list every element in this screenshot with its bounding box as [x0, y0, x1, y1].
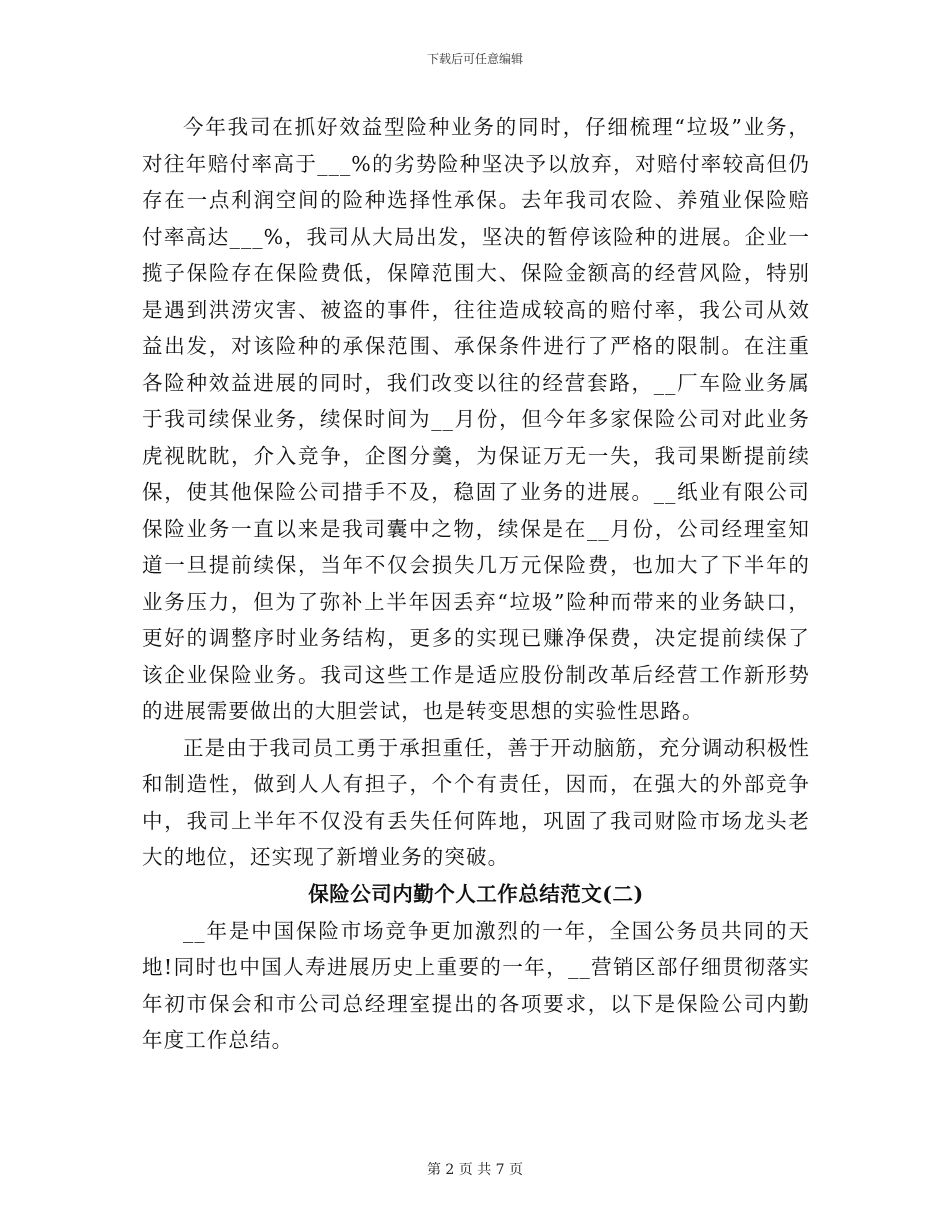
section-title: 保险公司内勤个人工作总结范文(二) [308, 881, 644, 906]
paragraph-3: __年是中国保险市场竞争更加激烈的一年，全国公务员共同的天地!同时也中国人寿进展历史上重要的一年，__营销区部仔细贯彻落实年初市保会和市公司总经理室提出的各项要求，以下是保险公司内勤年度工作总结。 [142, 918, 810, 1052]
document-body [142, 109, 810, 1059]
page-footer: 第 2 页 共 7 页 [426, 1162, 524, 1178]
paragraph-2: 正是由于我司员工勇于承担重任，善于开动脑筋，充分调动积极性和制造性，做到人人有担子，个个有责任，因而，在强大的外部竞争中，我司上半年不仅没有丢失任何阵地，巩固了我司财险市场龙头老大的地位，还实现了新增业务的突破。 [142, 735, 810, 869]
page-header: 下载后可任意编辑 [426, 52, 523, 66]
paragraph-1: 今年我司在抓好效益型险种业务的同时，仔细梳理“垃圾”业务，对往年赔付率高于___%的劣势险种坚决予以放弃，对赔付率较高但仍存在一点利润空间的险种选择性承保。去年我司农险、养殖业保险赔付率高达___%，我司从大局出发，坚决的暂停该险种的进展。企业一揽子保险存在保险费低，保障范围大、保险金额高的经营风险，特别是遇到洪涝灾害、被盗的事件，往往造成较高的赔付率，我公司从效益出发，对该险种的承保范围、承保条件进行了严格的限制。在注重各险种效益进展的同时，我们改变以往的经营套路，__厂车险业务属于我司续保业务，续保时间为__月份，但今年多家保险公司对此业务虎视眈眈，介入竞争，企图分羹，为保证万无一失，我司果断提前续保，使其他保险公司措手不及，稳固了业务的进展。__纸业有限公司保险业务一直以来是我司囊中之物，续保是在__月份，公司经理室知道一旦提前续保，当年不仅会损失几万元保险费，也加大了下半年的业务压力，但为了弥补上半年因丢弃“垃圾”险种而带来的业务缺口，更好的调整序时业务结构，更多的实现已赚净保费，决定提前续保了该企业保险业务。我司这些工作是适应股份制改革后经营工作新形势的进展需要做出的大胆尝试，也是转变思想的实验性思路。 [142, 115, 810, 723]
